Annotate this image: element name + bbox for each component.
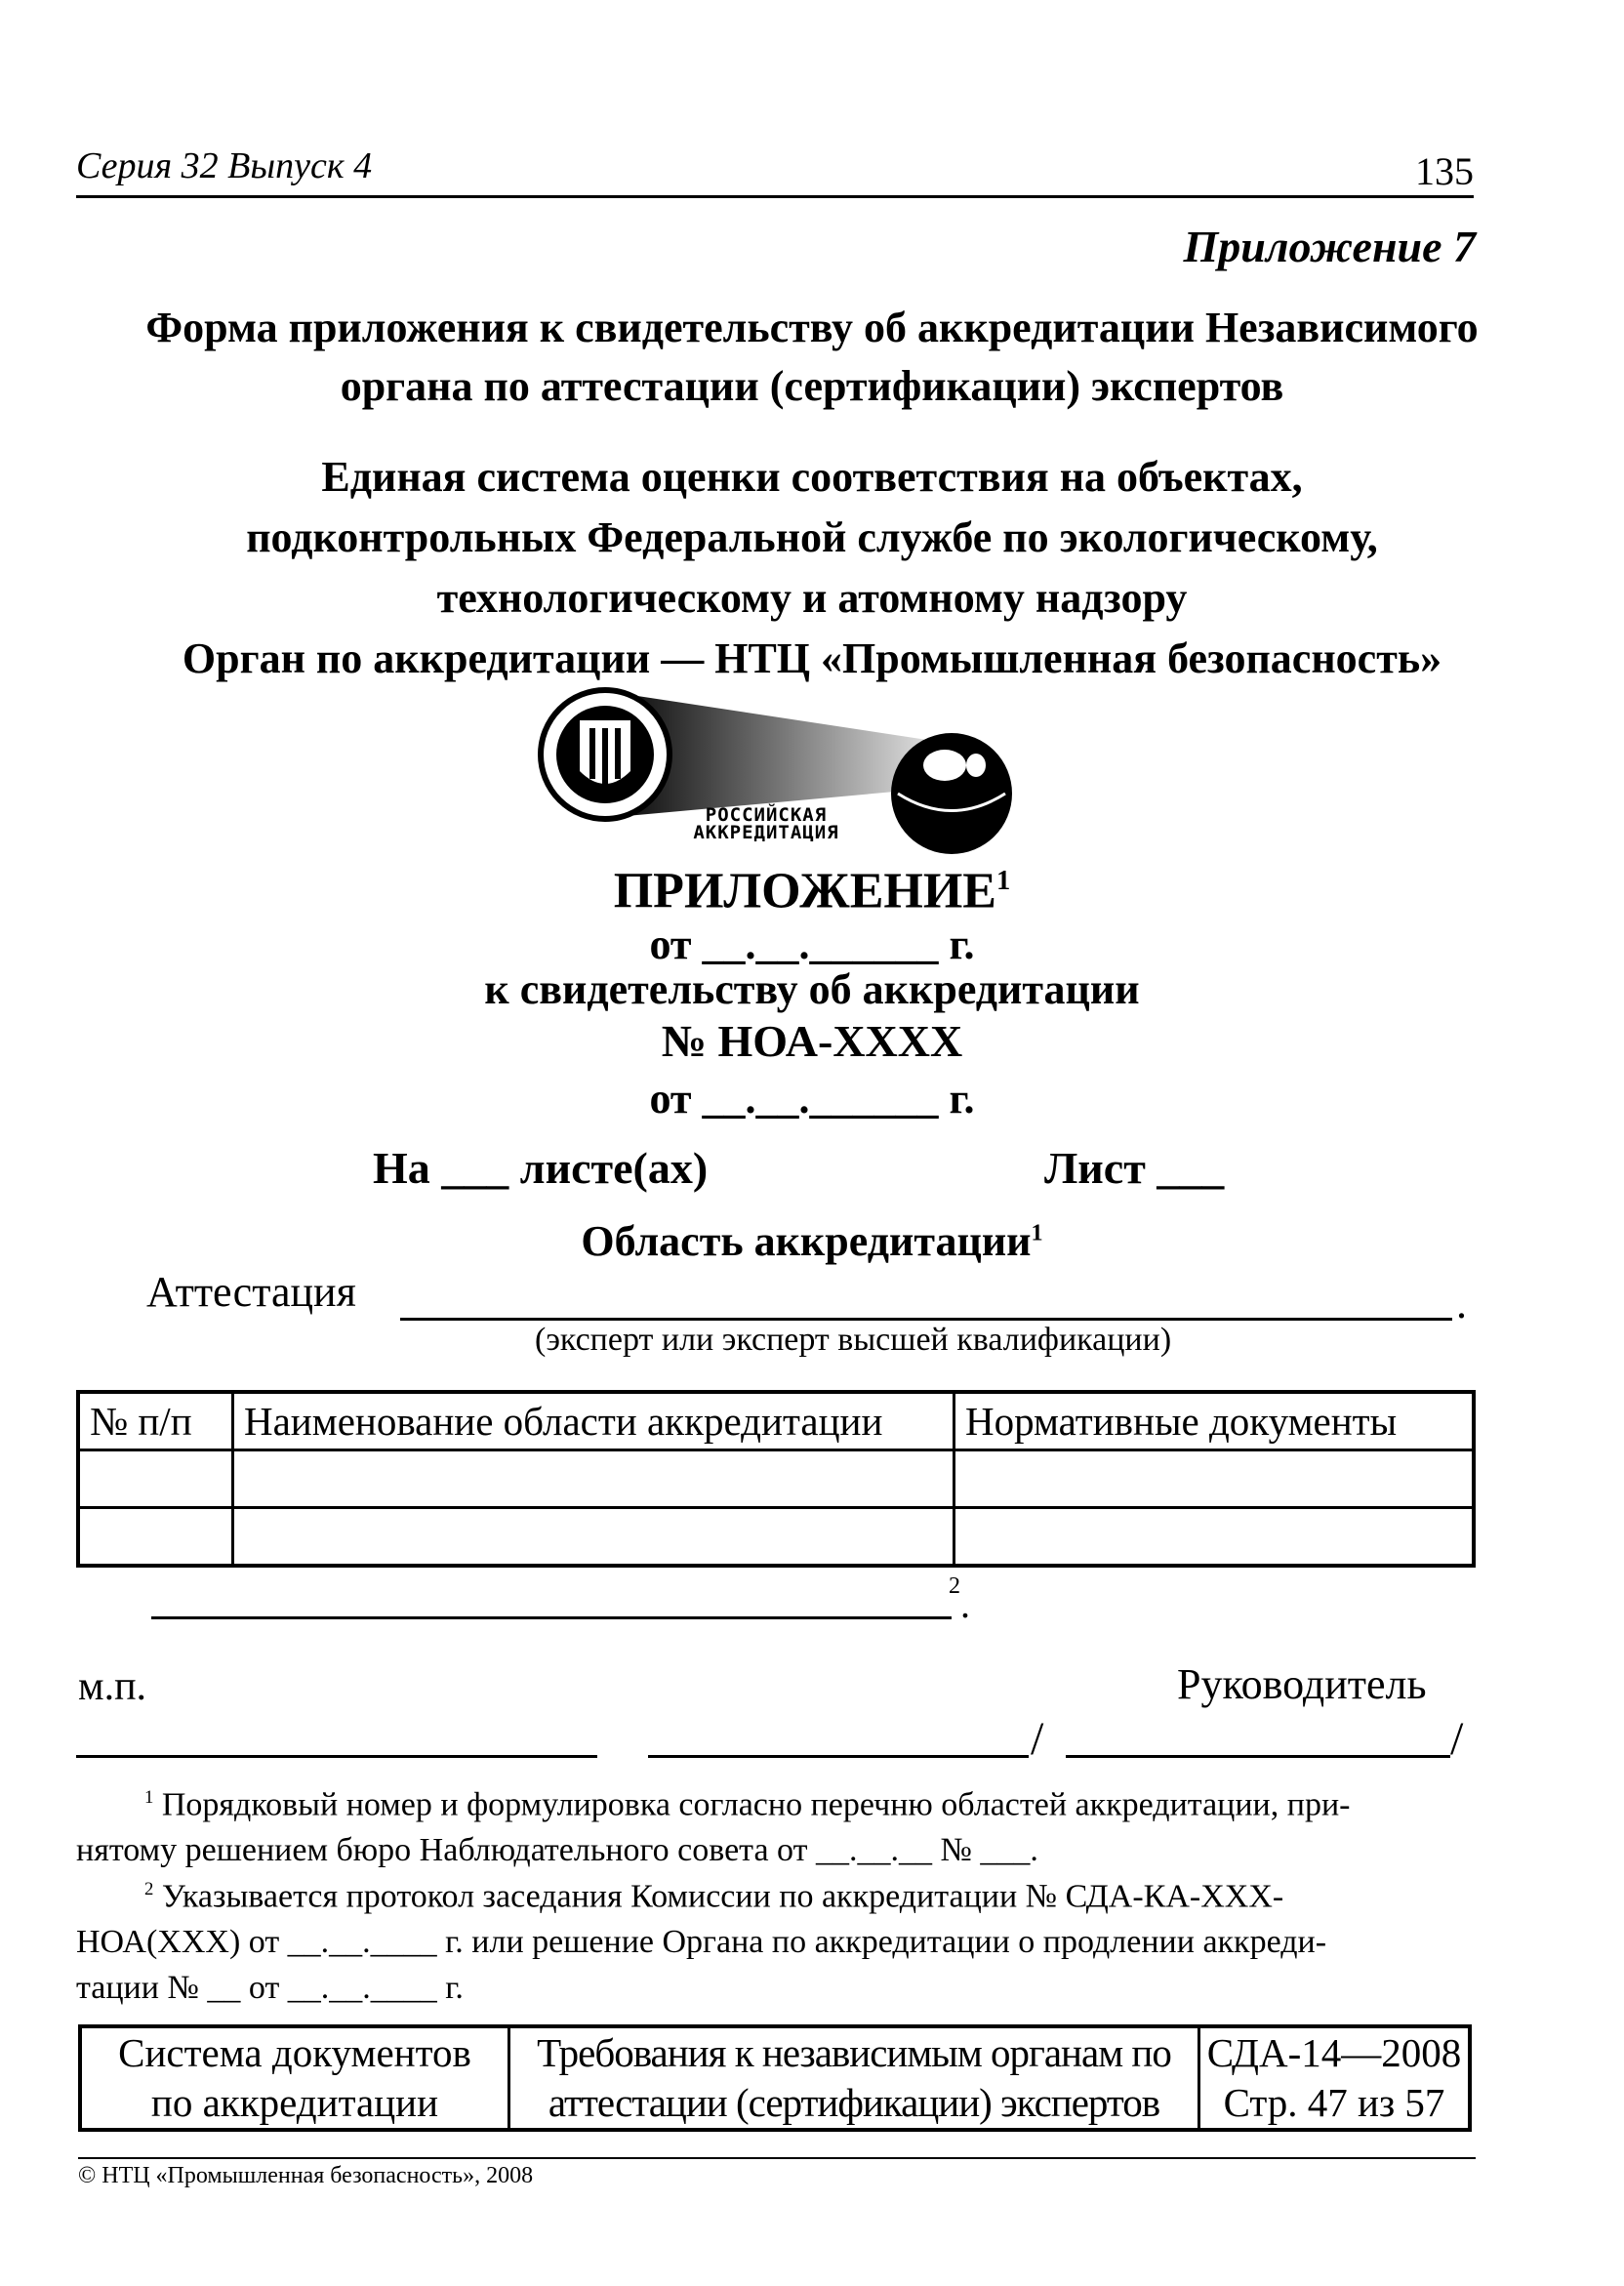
footnote-1: $^1$ Порядковый номер и формулировка согласно перечню областей аккредитации, при- нятому решением бюро Наблюдательного совета от __.__.__ № ___. <box>76 1786 1351 1869</box>
name-blank[interactable] <box>1066 1755 1450 1758</box>
slash-2: / <box>1450 1713 1464 1765</box>
head-label: Руководитель <box>1177 1660 1427 1708</box>
appendix-label: Приложение 7 <box>1183 222 1476 271</box>
title-line-1: Форма приложения к свидетельству об аккредитации Независимого <box>145 304 1479 351</box>
system-line-3: технологическому и атомному надзору <box>436 574 1188 622</box>
table-row <box>78 1508 1474 1567</box>
stamp-label: м.п. <box>78 1664 147 1709</box>
system-block <box>0 447 1624 689</box>
header-rule <box>76 195 1474 198</box>
doc-system-cell: Система документов по аккредитации <box>80 2026 509 2130</box>
table-cell[interactable] <box>78 1508 233 1567</box>
protocol-footnote-ref: 2 <box>949 1573 960 1599</box>
attestation-label: Аттестация <box>146 1268 356 1316</box>
form-heading <box>0 851 1624 921</box>
accreditation-logo <box>537 672 1015 867</box>
attestation-hint: (эксперт или эксперт высшей квалификации) <box>535 1322 1172 1358</box>
system-line-1: Единая система оценки соответствия на объектах, <box>321 453 1303 501</box>
copyright: © НТЦ «Промышленная безопасность», 2008 <box>78 2163 534 2188</box>
copyright-rule <box>78 2157 1476 2159</box>
table-row <box>78 1450 1474 1508</box>
attestation-blank[interactable] <box>400 1318 1452 1321</box>
signature-blank[interactable] <box>648 1755 1029 1758</box>
doc-requirements-cell: Требования к независимым органам по аттестации (сертификации) экспертов <box>509 2026 1199 2130</box>
attestation-period: . <box>1456 1280 1467 1327</box>
protocol-period: . <box>960 1582 970 1626</box>
slash-1: / <box>1031 1713 1044 1765</box>
table-cell[interactable] <box>954 1508 1475 1567</box>
scope-table-header <box>78 1392 1474 1450</box>
page-number: 135 <box>1415 149 1474 193</box>
stamp-blank[interactable] <box>76 1755 597 1758</box>
table-cell[interactable] <box>233 1450 954 1508</box>
table-cell[interactable] <box>78 1450 233 1508</box>
col-header-number: № п/п <box>78 1392 233 1450</box>
scope-title: Область аккредитации$^1$ <box>581 1217 1043 1265</box>
certificate-line: к свидетельству об аккредитации <box>484 965 1140 1013</box>
system-line-4: Орган по аккредитации — НТЦ «Промышленная безопасность» <box>182 634 1442 682</box>
doc-code-cell: СДА-14—2008 Стр. 47 из 57 <box>1199 2026 1471 2130</box>
form-heading-footnote-ref: 1 <box>995 866 1011 896</box>
col-header-area: Наименование области аккредитации <box>233 1392 954 1450</box>
col-header-documents: Нормативные документы <box>954 1392 1475 1450</box>
protocol-blank[interactable] <box>151 1616 952 1619</box>
form-date-1: от __.__.______ г. <box>649 920 975 968</box>
table-cell[interactable] <box>954 1450 1475 1508</box>
system-line-2: подконтрольных Федеральной службе по экологическому, <box>246 513 1378 561</box>
certificate-number: № НОА-XXXX <box>661 1016 963 1066</box>
table-cell[interactable] <box>233 1508 954 1567</box>
footnote-2: $^2$ Указывается протокол заседания Комиссии по аккредитации № СДА-КА-XXX- НОА(XXX) от __.__.____ г. или решение Органа по аккредитации о продлении аккреди- тации № __ от __.__.____ г. <box>76 1878 1327 2007</box>
running-header-series: Серия 32 Выпуск 4 <box>76 145 373 186</box>
scope-footnote-ref: 1 <box>1031 1219 1043 1246</box>
scope-table <box>76 1390 1476 1568</box>
document-info-row <box>80 2026 1470 2130</box>
title-line-2: органа по аттестации (сертификации) экспертов <box>340 362 1284 410</box>
document-info-table <box>78 2024 1472 2132</box>
document-title <box>0 299 1624 416</box>
logo-text: РОССИЙСКАЯ АККРЕДИТАЦИЯ <box>693 804 839 843</box>
form-heading-text: ПРИЛОЖЕНИЕ <box>613 863 996 919</box>
sheet-number: Лист ___ <box>1044 1143 1225 1193</box>
form-date-2: от __.__.______ г. <box>649 1075 975 1123</box>
sheets-count: На ___ листе(ах) <box>373 1143 709 1193</box>
